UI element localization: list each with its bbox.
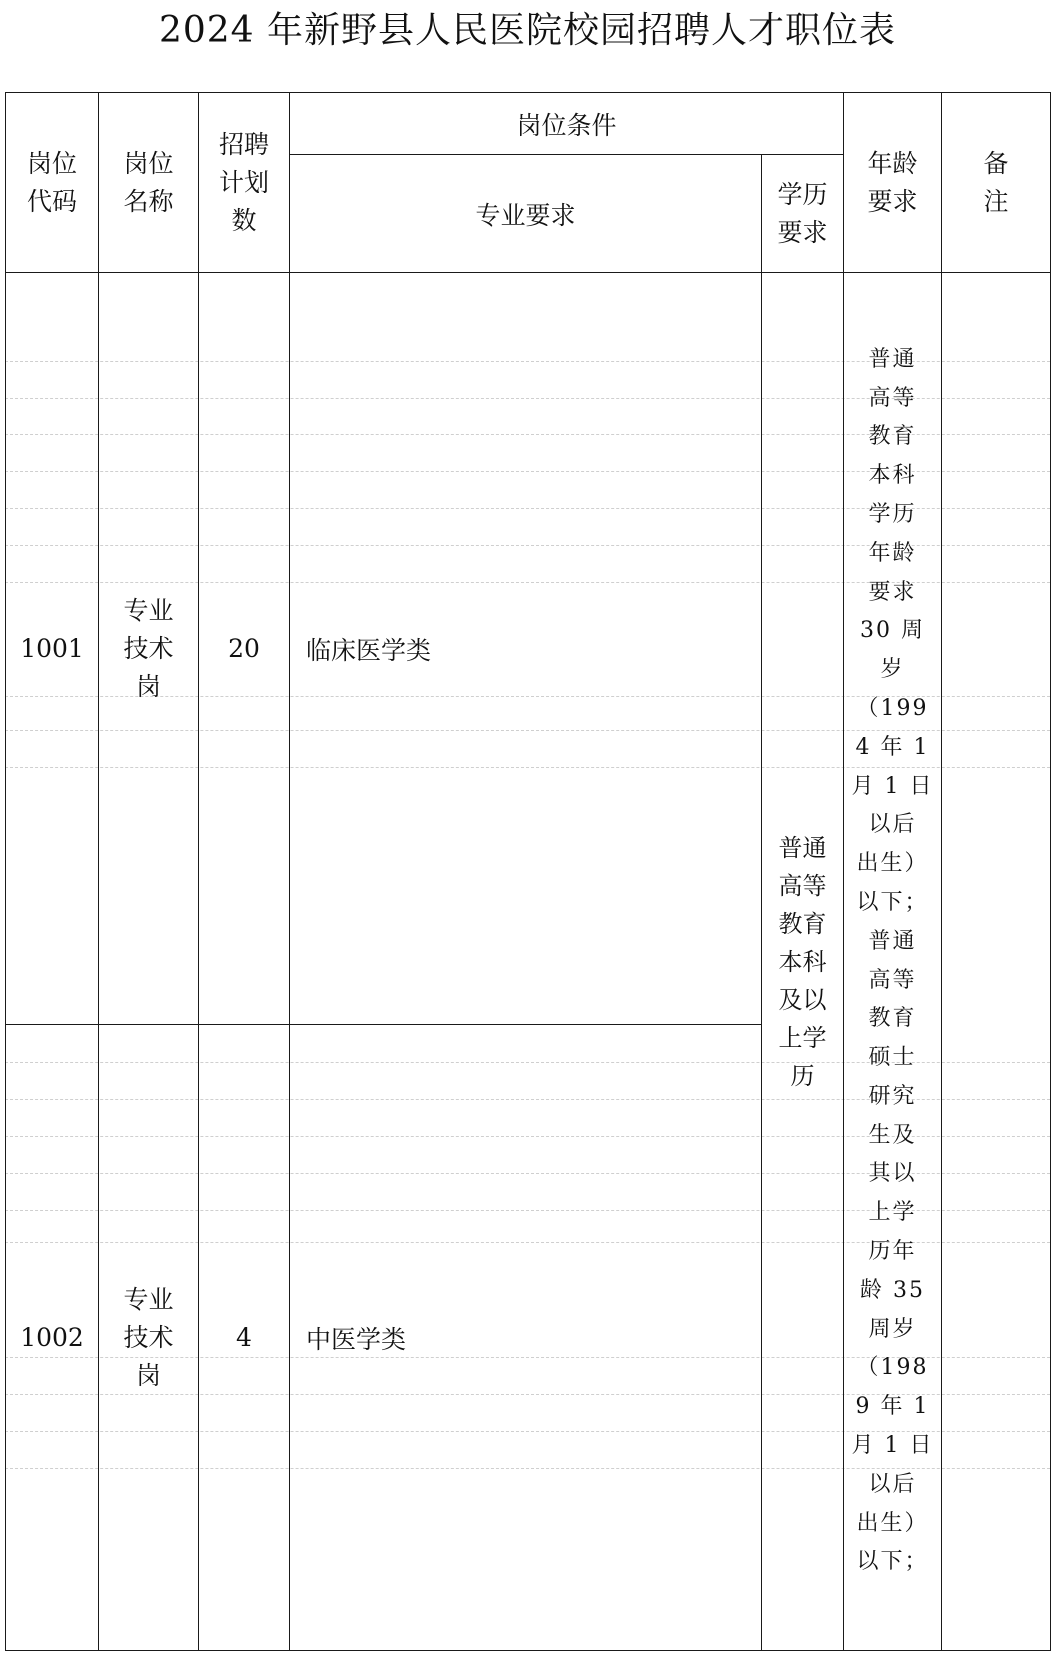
position-plan: 20 [199,273,290,1025]
header-age: 年龄 要求 [844,93,942,273]
table-row [6,273,1051,1025]
note-cell [942,273,1051,1651]
position-name: 专业 技术 岗 [99,273,199,1025]
position-plan: 4 [199,1025,290,1651]
position-major: 临床医学类 [290,273,762,1025]
header-name: 岗位 名称 [99,93,199,273]
header-degree: 学历 要求 [762,155,844,273]
header-row [6,93,1051,155]
header-major: 专业要求 [290,155,762,273]
position-code: 1001 [6,273,99,1025]
position-name: 专业 技术 岗 [99,1025,199,1651]
positions-table [5,92,1051,1651]
page-title: 2024 年新野县人民医院校园招聘人才职位表 [158,10,897,51]
header-code: 岗位 代码 [6,93,99,273]
header-note: 备 注 [942,93,1051,273]
position-code: 1002 [6,1025,99,1651]
degree-requirement: 普通 高等 教育 本科 及以 上学 历 [762,273,844,1651]
header-conditions: 岗位条件 [290,93,844,155]
position-major: 中医学类 [290,1025,762,1651]
age-requirement: 普通 高等 教育 本科 学历 年龄 要求 30 周 岁 （199 4 年 1 月 1 日 以后 出生） 以下； 普通 高等 教育 硕士 研究 生及 其以 上学 历年 龄 35 周岁 （198 9 年 1 月 1 日 以后 出生） 以下； [844,273,942,1651]
header-plan: 招聘 计划 数 [199,93,290,273]
